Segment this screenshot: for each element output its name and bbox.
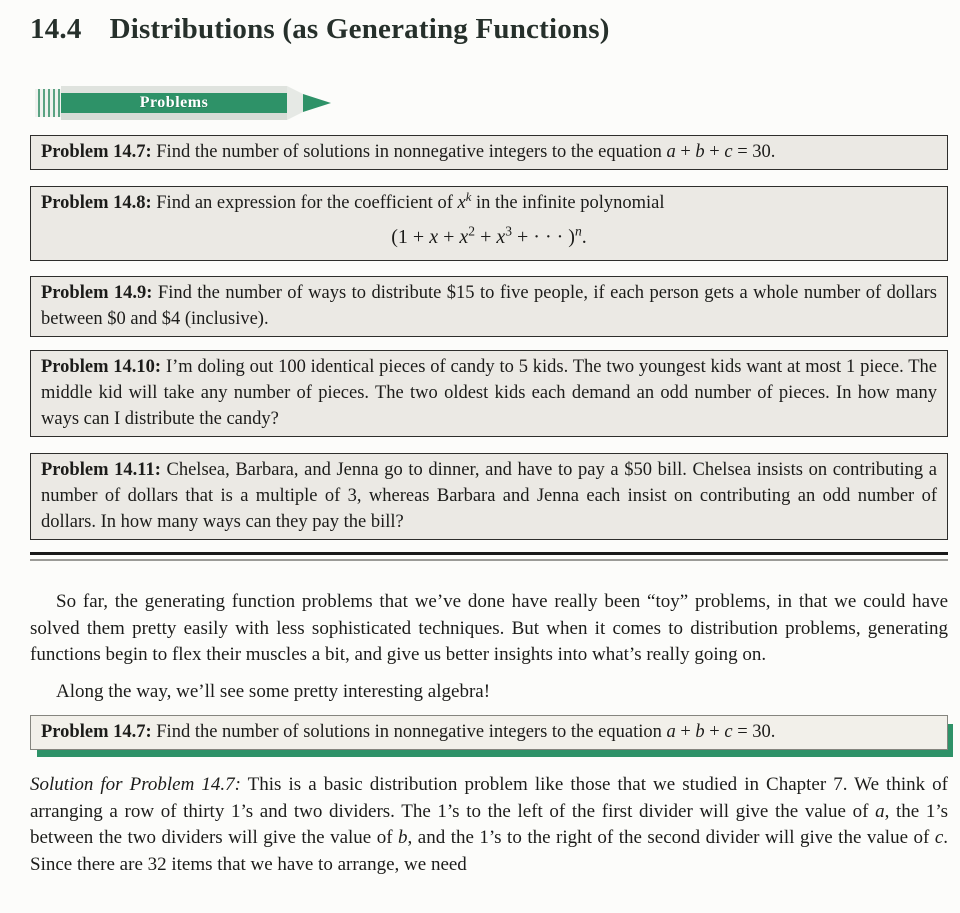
divider-thin-rule: [30, 559, 948, 561]
section-number: 14.4: [30, 13, 82, 45]
problem-14-10-text: Problem 14.10: I’m doling out 100 identical pieces of candy to 5 kids. The two youngest kids want at most 1 piece. The middle kid will take any number of pieces. The two oldest kids each demand an odd number of pieces. In how many ways can I distribute the candy?: [41, 357, 938, 429]
section-heading: [30, 12, 948, 46]
problems-banner: [35, 86, 335, 120]
divider-thick-rule: [30, 552, 948, 555]
section-divider: [30, 552, 948, 561]
section-title: Distributions (as Generating Functions): [109, 13, 610, 45]
problem-14-7-restatement-text: Problem 14.7: Find the number of solutions in nonnegative integers to the equation a + b + c = 30.: [41, 722, 776, 742]
problem-14-11-box: [30, 453, 948, 540]
intro-paragraph: So far, the generating function problems that we’ve done have really been “toy” problems, in that we could have solved them pretty easily with less sophisticated techniques. But when it comes to distribution problems, generating functions begin to flex their muscles a bit, and give us better insights into what’s really going on.: [30, 591, 948, 665]
problem-14-9-text: Problem 14.9: Find the number of ways to distribute $15 to five people, if each person gets a whole number of dollars between $0 and $4 (inclusive).: [41, 283, 937, 329]
pencil-body: [61, 93, 287, 113]
problem-14-7-text: Problem 14.7: Find the number of solutions in nonnegative integers to the equation a + b + c = 30.: [41, 142, 776, 162]
problem-14-8-formula: ($1 + x + x^2 + x^3$ + · · · )$^n$.: [391, 223, 587, 248]
problem-14-10-box: [30, 350, 948, 437]
problem-14-7-box: [30, 135, 948, 170]
solution-paragraph: Solution for Problem 14.7: This is a basic distribution problem like those that we studied in Chapter 7. We think of arranging a row of thirty 1’s and two dividers. The 1’s to the left of the first divider will give the value of a, the 1’s between the two dividers will give the value of b, and the 1’s to the right of the second divider will give the value of c. Since there are 32 items that we have to arrange, we need: [30, 774, 949, 875]
problems-banner-label: Problems: [139, 94, 209, 111]
pencil-top-edge: [61, 86, 287, 93]
problem-14-7-restatement-box: [30, 715, 948, 750]
problem-14-9-box: [30, 276, 948, 337]
pencil-point-icon: [303, 94, 331, 112]
pencil-eraser-stripes-icon: [35, 89, 61, 117]
problem-14-11-text: Problem 14.11: Chelsea, Barbara, and Jenna go to dinner, and have to pay a $50 bill. Chelsea insists on contributing a number of dollars that is a multiple of 3, whereas Barbara and Jenna each insist on contributing an odd number of dollars. In how many ways can they pay the bill?: [41, 460, 937, 532]
problem-14-8-box: [30, 186, 948, 261]
pencil-bottom-edge: [61, 113, 287, 120]
along-the-way-paragraph: Along the way, we’ll see some pretty interesting algebra!: [56, 680, 491, 702]
problem-14-8-text: Problem 14.8: Find an expression for the coefficient of $x^k$ in the infinite polynomial: [41, 189, 665, 213]
